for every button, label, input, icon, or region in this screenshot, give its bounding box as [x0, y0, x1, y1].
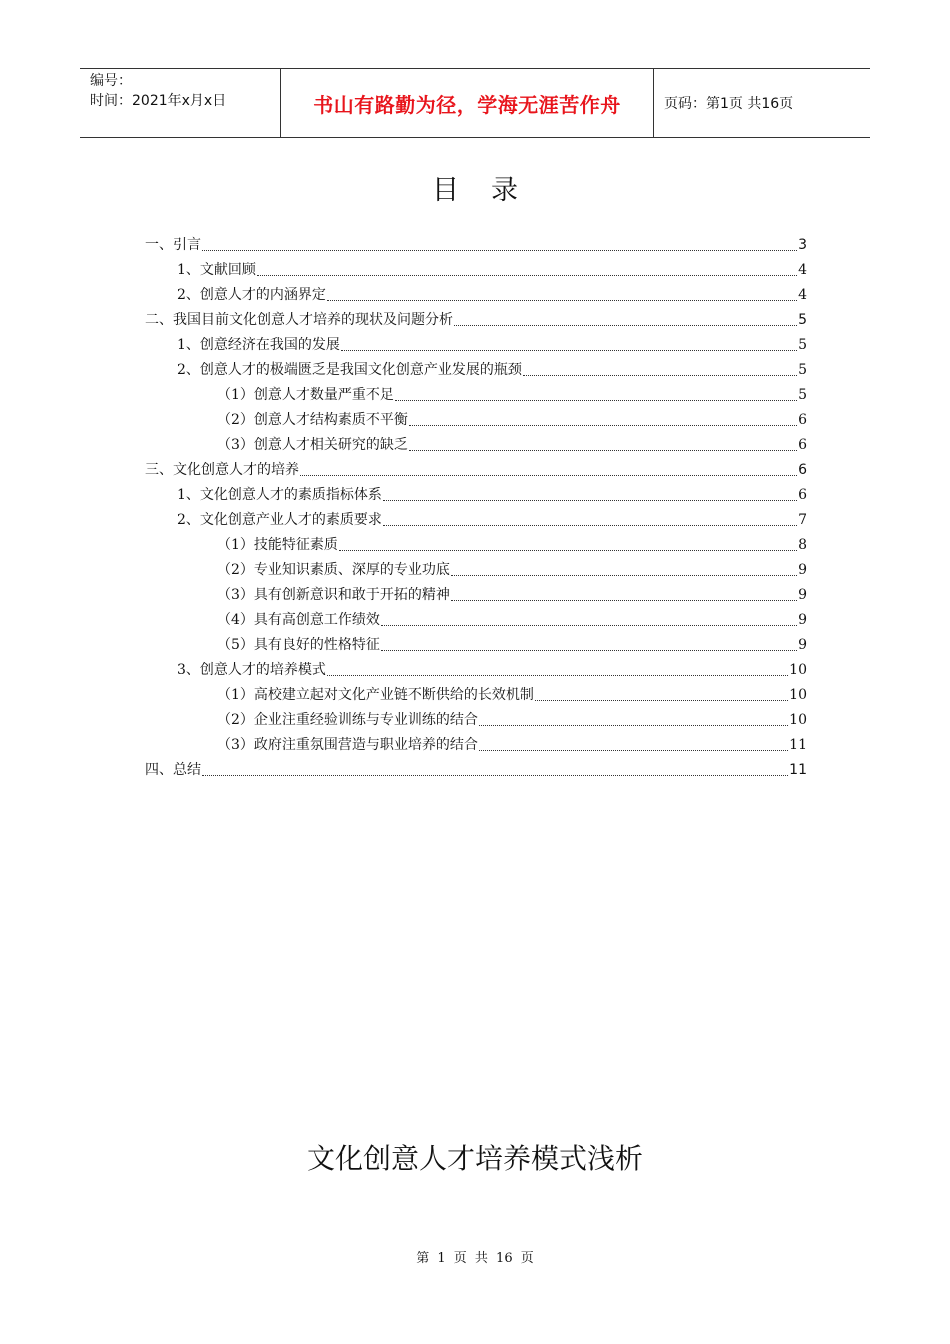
toc-entry[interactable]	[145, 283, 807, 308]
toc-entry-text: 三、文化创意人才的培养	[145, 462, 299, 478]
toc-entry-page: 4	[798, 262, 807, 278]
toc-entry-page: 5	[798, 387, 807, 403]
toc-entry-text: （1）创意人才数量严重不足	[217, 387, 394, 403]
toc-entry[interactable]	[145, 308, 807, 333]
toc-leader-dots	[535, 699, 788, 701]
number-label: 编号：	[90, 73, 132, 89]
toc-entry[interactable]	[145, 758, 807, 783]
toc-leader-dots	[395, 399, 797, 401]
toc-title: 目录	[432, 175, 550, 206]
table-of-contents	[145, 233, 807, 783]
toc-leader-dots	[479, 749, 788, 751]
toc-entry-text: 2、创意人才的极端匮乏是我国文化创意产业发展的瓶颈	[177, 362, 522, 378]
toc-entry-text: 1、文化创意人才的素质指标体系	[177, 487, 382, 503]
toc-entry-page: 6	[798, 462, 807, 478]
toc-entry[interactable]	[145, 483, 807, 508]
toc-entry-page: 11	[789, 737, 807, 753]
toc-entry[interactable]	[145, 558, 807, 583]
toc-entry[interactable]	[145, 508, 807, 533]
toc-entry-text: （4）具有高创意工作绩效	[217, 612, 380, 628]
toc-entry-page: 5	[798, 337, 807, 353]
toc-entry-page: 10	[789, 662, 807, 678]
toc-entry-text: （2）专业知识素质、深厚的专业功底	[217, 562, 450, 578]
toc-entry-page: 6	[798, 437, 807, 453]
toc-entry[interactable]	[145, 358, 807, 383]
toc-entry-text: 二、我国目前文化创意人才培养的现状及问题分析	[145, 312, 453, 328]
toc-entry[interactable]	[145, 258, 807, 283]
toc-entry[interactable]	[145, 608, 807, 633]
toc-entry[interactable]	[145, 658, 807, 683]
toc-entry[interactable]	[145, 708, 807, 733]
toc-entry-page: 9	[798, 587, 807, 603]
toc-entry-page: 9	[798, 637, 807, 653]
toc-entry[interactable]	[145, 408, 807, 433]
toc-entry-text: （3）创意人才相关研究的缺乏	[217, 437, 408, 453]
toc-entry-page: 3	[798, 237, 807, 253]
toc-leader-dots	[523, 374, 797, 376]
toc-entry-page: 5	[798, 312, 807, 328]
toc-leader-dots	[479, 724, 788, 726]
header-motto-cell	[281, 69, 654, 137]
time-label: 时间：2021年x月x日	[90, 93, 227, 109]
toc-entry-text: 1、文献回顾	[177, 262, 256, 278]
toc-entry-text: 四、总结	[145, 762, 201, 778]
page-header	[80, 68, 870, 138]
toc-leader-dots	[202, 249, 797, 251]
page-number-label: 页码：第1页 共16页	[664, 96, 794, 112]
toc-entry-page: 7	[798, 512, 807, 528]
toc-entry[interactable]	[145, 583, 807, 608]
toc-entry-text: （2）创意人才结构素质不平衡	[217, 412, 408, 428]
toc-entry-text: 一、引言	[145, 237, 201, 253]
toc-entry-text: 2、文化创意产业人才的素质要求	[177, 512, 382, 528]
document-title: 文化创意人才培养模式浅析	[306, 1142, 643, 1175]
toc-leader-dots	[339, 549, 797, 551]
toc-leader-dots	[257, 274, 797, 276]
toc-leader-dots	[327, 674, 788, 676]
toc-entry-text: （3）具有创新意识和敢于开拓的精神	[217, 587, 450, 603]
toc-entry-text: （1）高校建立起对文化产业链不断供给的长效机制	[217, 687, 534, 703]
toc-entry-page: 6	[798, 487, 807, 503]
toc-entry-page: 10	[789, 712, 807, 728]
toc-entry-page: 6	[798, 412, 807, 428]
toc-leader-dots	[451, 599, 797, 601]
toc-leader-dots	[341, 349, 797, 351]
toc-entry-page: 11	[789, 762, 807, 778]
toc-entry-text: 1、创意经济在我国的发展	[177, 337, 340, 353]
toc-entry-text: （3）政府注重氛围营造与职业培养的结合	[217, 737, 478, 753]
toc-entry[interactable]	[145, 383, 807, 408]
toc-entry[interactable]	[145, 333, 807, 358]
toc-entry[interactable]	[145, 533, 807, 558]
toc-entry-text: （1）技能特征素质	[217, 537, 338, 553]
toc-entry-text: 2、创意人才的内涵界定	[177, 287, 326, 303]
toc-entry[interactable]	[145, 733, 807, 758]
toc-entry-page: 9	[798, 612, 807, 628]
toc-leader-dots	[454, 324, 797, 326]
toc-leader-dots	[409, 449, 797, 451]
toc-entry-page: 5	[798, 362, 807, 378]
toc-entry-text: （5）具有良好的性格特征	[217, 637, 380, 653]
toc-entry-text: （2）企业注重经验训练与专业训练的结合	[217, 712, 478, 728]
toc-entry-page: 10	[789, 687, 807, 703]
toc-entry[interactable]	[145, 683, 807, 708]
toc-leader-dots	[451, 574, 797, 576]
toc-entry[interactable]	[145, 433, 807, 458]
toc-leader-dots	[383, 499, 797, 501]
toc-entry-page: 9	[798, 562, 807, 578]
toc-leader-dots	[381, 624, 797, 626]
toc-leader-dots	[202, 774, 788, 776]
toc-entry-page: 4	[798, 287, 807, 303]
toc-entry-page: 8	[798, 537, 807, 553]
toc-leader-dots	[327, 299, 797, 301]
header-page-cell	[654, 69, 870, 137]
toc-leader-dots	[409, 424, 797, 426]
header-meta-cell	[80, 69, 281, 137]
toc-leader-dots	[381, 649, 797, 651]
toc-leader-dots	[383, 524, 797, 526]
toc-entry-text: 3、创意人才的培养模式	[177, 662, 326, 678]
toc-leader-dots	[300, 474, 797, 476]
motto-text: 书山有路勤为径，学海无涯苦作舟	[313, 92, 621, 117]
toc-entry[interactable]	[145, 458, 807, 483]
toc-entry[interactable]	[145, 233, 807, 258]
page-footer: 第 1 页 共 16 页	[416, 1251, 534, 1266]
toc-entry[interactable]	[145, 633, 807, 658]
